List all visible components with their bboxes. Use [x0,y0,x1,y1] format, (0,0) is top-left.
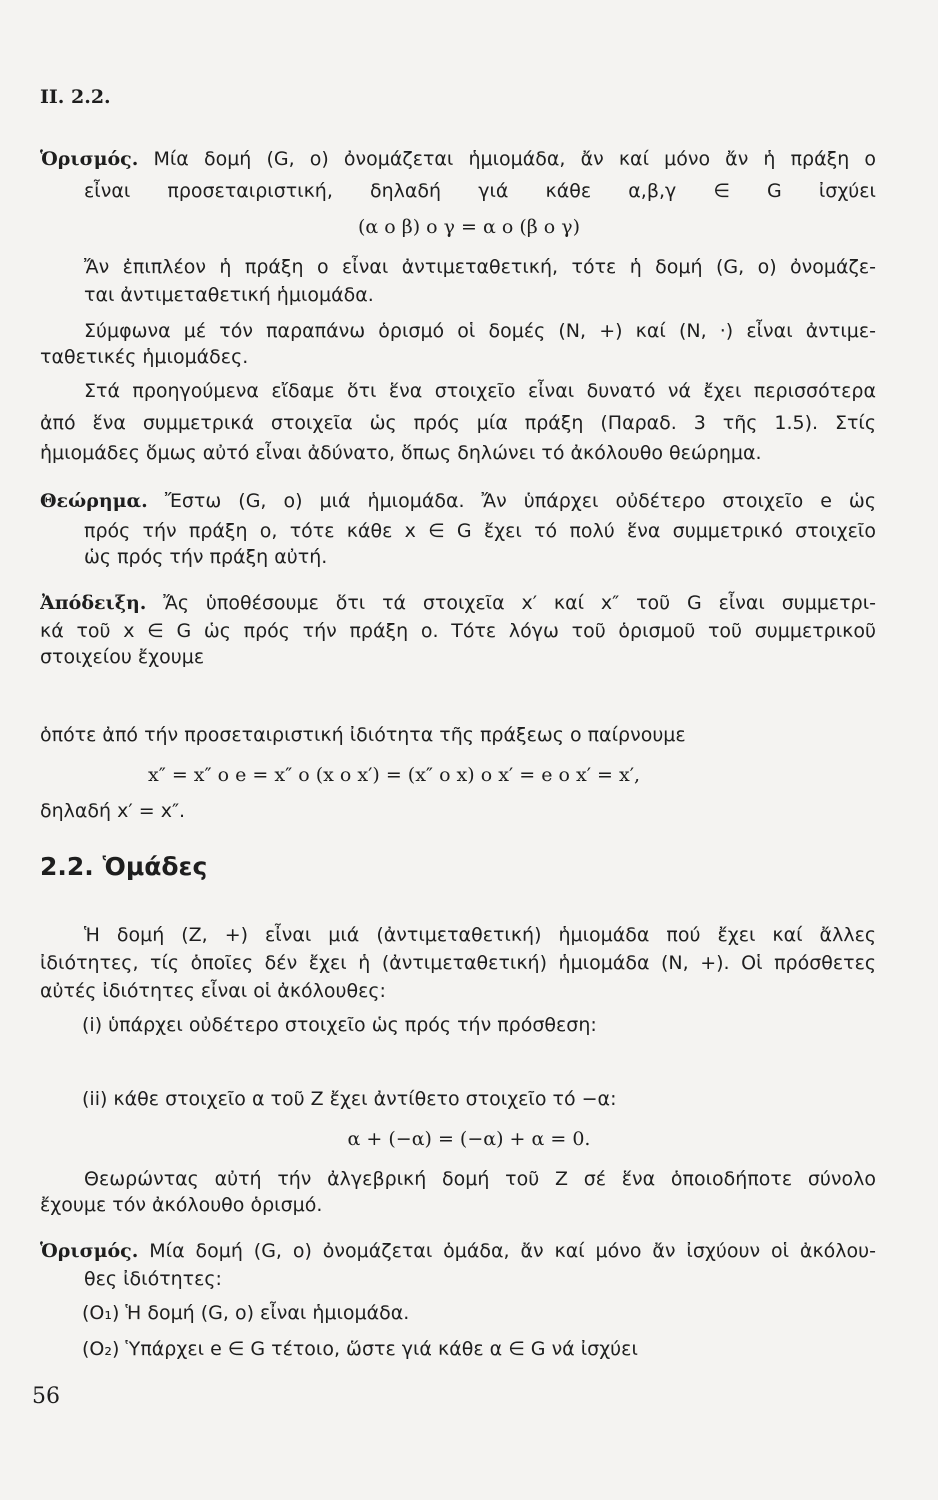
definition-label: Ὁρισμός. [40,148,139,170]
para4-line1: Θεωρώντας αὐτή τήν ἀλγεβρική δομή τοῦ Z σέ ἕνα ὁποιοδήποτε σύνολο [84,1168,876,1190]
proof-line4: ὁπότε ἀπό τήν προσεταιριστική ἰδιότητα τῆς πράξεως ο παίρνουμε [40,724,686,746]
theorem-line1: Θεώρημα. Ἔστω (G, ο) μιά ἡμιομάδα. Ἄν ὑπάρχει οὐδέτερο στοιχεῖο e ὡς [40,490,876,512]
para2-line2: ἀπό ἕνα συμμετρικά στοιχεῖα ὡς πρός μία πράξη (Παραδ. 3 τῆς 1.5). Στίς [40,412,876,434]
proof-formula2: x″ = x″ ο e = x″ ο (x ο x′) = (x″ ο x) ο x′ = e ο x′ = x′, [148,764,641,786]
para1-line2: ταθετικές ἡμιομάδες. [40,346,249,368]
para3-line3: αὐτές ἰδιότητες εἶναι οἱ ἀκόλουθες: [40,980,386,1002]
section-title: 2.2. Ὁμάδες [40,852,208,881]
definition2-label: Ὁρισμός. [40,1240,139,1262]
para2-line3: ἡμιομάδες ὅμως αὐτό εἶναι ἀδύνατο, ὅπως δηλώνει τό ἀκόλουθο θεώρημα. [40,442,762,464]
para3-item2: (ii) κάθε στοιχεῖο α τοῦ Z ἔχει ἀντίθετο στοιχεῖο τό −α: [82,1088,617,1110]
section-header: II. 2.2. [40,86,111,108]
para3-item1: (i) ὑπάρχει οὐδέτερο στοιχεῖο ὡς πρός τήν πρόσθεση: [82,1014,597,1036]
definition1-line2: εἶναι προσεταιριστική, δηλαδή γιά κάθε α,β,γ ∈ G ἰσχύει [84,180,876,202]
definition2-line1: Ὁρισμός. Μία δομή (G, ο) ὀνομάζεται ὁμάδα, ἄν καί μόνο ἄν ἰσχύουν οἱ ἀκόλου- [40,1240,876,1262]
proof-line5: δηλαδή x′ = x″. [40,800,186,822]
para1-line1: Σύμφωνα μέ τόν παραπάνω ὁρισμό οἱ δομές (N, +) καί (N, ·) εἶναι ἀντιμε- [84,320,876,342]
proof-line2: κά τοῦ x ∈ G ὡς πρός τήν πράξη ο. Τότε λόγω τοῦ ὁρισμοῦ τοῦ συμμετρικοῦ [40,620,876,642]
definition2-line2: θες ἰδιότητες: [84,1268,222,1290]
para2-line1: Στά προηγούμενα εἴδαμε ὅτι ἕνα στοιχεῖο εἶναι δυνατό νά ἔχει περισσότερα [84,380,876,402]
theorem-label: Θεώρημα. [40,490,148,512]
para4-line2: ἔχουμε τόν ἀκόλουθο ὁρισμό. [40,1194,323,1216]
definition1-line3: Ἄν ἐπιπλέον ἡ πράξη ο εἶναι ἀντιμεταθετική, τότε ἡ δομή (G, ο) ὀνομάζε- [84,256,876,278]
definition2-item2: (O₂) Ὑπάρχει e ∈ G τέτοιο, ὥστε γιά κάθε α ∈ G νά ἰσχύει [82,1338,638,1360]
proof-line3: στοιχείου ἔχουμε [40,646,205,668]
theorem-line3: ὡς πρός τήν πράξη αὐτή. [84,546,328,568]
para3-line2: ἰδιότητες, τίς ὁποῖες δέν ἔχει ἡ (ἀντιμεταθετική) ἡμιομάδα (N, +). Οἱ πρόσθετες [40,952,876,974]
definition2-item1: (O₁) Ἡ δομή (G, ο) εἶναι ἡμιομάδα. [82,1302,410,1324]
definition1-line4: ται ἀντιμεταθετική ἡμιομάδα. [84,284,374,306]
associativity-formula: (α ο β) ο γ = α ο (β ο γ) [357,216,581,238]
para3-formula2: α + (−α) = (−α) + α = 0. [347,1128,591,1150]
definition1-line1: Ὁρισμός. Μία δομή (G, ο) ὀνομάζεται ἡμιομάδα, ἄν καί μόνο ἄν ἡ πράξη ο [40,148,876,170]
theorem-line2: πρός τήν πράξη ο, τότε κάθε x ∈ G ἔχει τό πολύ ἕνα συμμετρικό στοιχεῖο [84,520,876,542]
proof-label: Ἀπόδειξη. [40,592,147,614]
para3-line1: Ἡ δομή (Z, +) εἶναι μιά (ἀντιμεταθετική) ἡμιομάδα πού ἔχει καί ἄλλες [84,924,876,946]
page-number: 56 [32,1384,60,1409]
proof-line1: Ἀπόδειξη. Ἄς ὑποθέσουμε ὅτι τά στοιχεῖα x′ καί x″ τοῦ G εἶναι συμμετρι- [40,592,876,614]
